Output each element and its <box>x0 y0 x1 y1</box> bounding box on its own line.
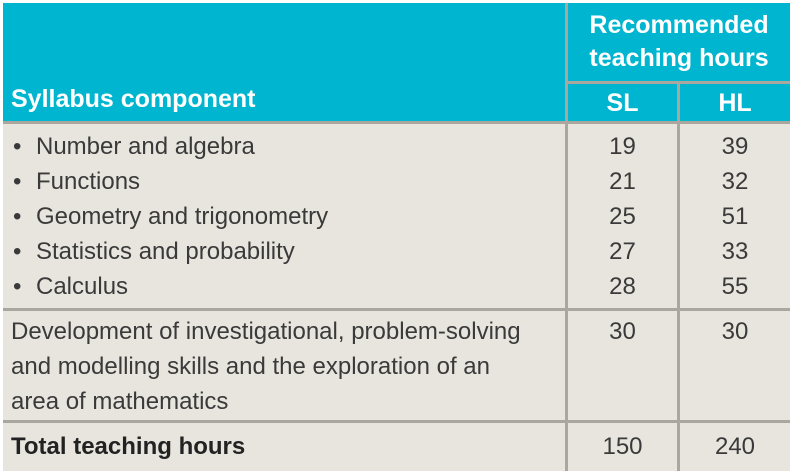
header-hours-line1: Recommended <box>589 11 769 39</box>
list-item <box>3 234 565 269</box>
bullet-icon: • <box>13 168 22 195</box>
bullet-icon: • <box>13 133 22 160</box>
header-hours-cell <box>568 3 790 81</box>
topic-name: Statistics and probability <box>36 238 295 265</box>
header-hl-label: HL <box>718 89 752 117</box>
development-cell <box>3 311 565 420</box>
topic-name: Geometry and trigonometry <box>36 203 329 230</box>
topic-hl-hours: 55 <box>721 273 749 300</box>
topics-hl-cell <box>680 124 790 308</box>
total-hl-hours: 240 <box>714 433 756 460</box>
topic-sl-hours: 28 <box>609 273 636 300</box>
header-sl-label: SL <box>606 89 639 117</box>
bullet-icon: • <box>13 273 22 300</box>
list-item <box>3 129 565 164</box>
header-component-cell <box>3 3 565 121</box>
bullet-icon: • <box>13 238 22 265</box>
topics-names-cell <box>3 124 565 308</box>
header-hl-cell <box>680 84 790 121</box>
bullet-icon: • <box>13 203 22 230</box>
development-line: area of mathematics <box>11 388 229 415</box>
topics-list <box>3 129 565 304</box>
list-item <box>3 164 565 199</box>
development-line: and modelling skills and the exploration of an <box>11 353 490 380</box>
header-hours-line2: teaching hours <box>589 44 769 72</box>
topic-hl-hours: 32 <box>721 168 749 195</box>
topic-hl-hours: 39 <box>721 133 749 160</box>
topic-name: Calculus <box>36 273 129 300</box>
total-hl-cell <box>680 423 790 471</box>
total-sl-hours: 150 <box>602 433 643 460</box>
total-label-cell <box>3 423 565 471</box>
header-sl-cell <box>568 84 677 121</box>
total-sl-cell <box>568 423 677 471</box>
topic-sl-hours: 19 <box>609 133 636 160</box>
header-component-label: Syllabus component <box>11 85 256 113</box>
list-item <box>3 269 565 304</box>
topic-hl-hours: 51 <box>721 203 749 230</box>
topic-sl-hours: 25 <box>609 203 636 230</box>
development-hl-hours: 30 <box>721 318 749 345</box>
development-sl-hours: 30 <box>609 318 636 345</box>
development-sl-cell <box>568 311 677 420</box>
development-hl-cell <box>680 311 790 420</box>
topic-sl-hours: 27 <box>609 238 636 265</box>
syllabus-table <box>3 3 790 471</box>
topic-sl-hours: 21 <box>609 168 636 195</box>
list-item <box>3 199 565 234</box>
total-label: Total teaching hours <box>11 433 246 460</box>
topic-name: Number and algebra <box>36 133 255 160</box>
topic-name: Functions <box>36 168 141 195</box>
topics-sl-cell <box>568 124 677 308</box>
topic-hl-hours: 33 <box>721 238 749 265</box>
development-line: Development of investigational, problem-solving <box>11 318 521 345</box>
